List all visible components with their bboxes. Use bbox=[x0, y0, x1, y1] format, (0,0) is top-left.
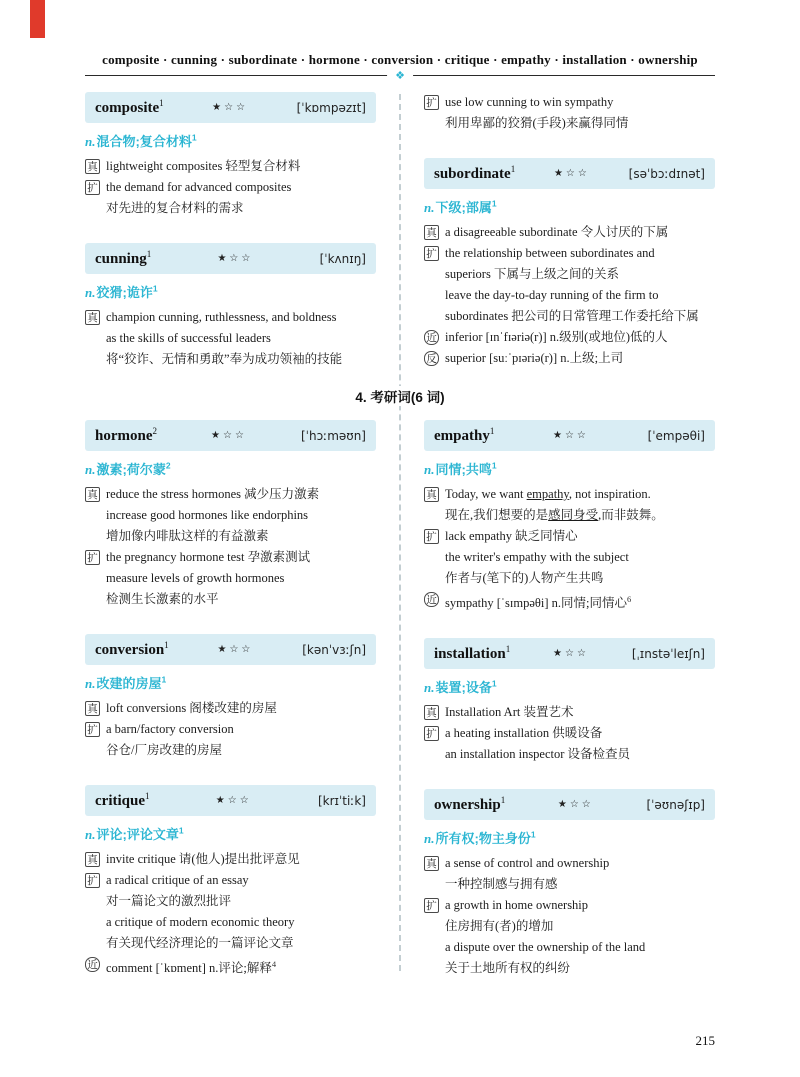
example-text: a critique of modern economic theory bbox=[106, 915, 295, 929]
example-line bbox=[424, 895, 715, 916]
example-line bbox=[424, 348, 715, 369]
example-text: superior [suːˈpɪəriə(r)] n.上级;上司 bbox=[445, 351, 624, 365]
definition-superscript: 1 bbox=[161, 674, 167, 685]
real-exam-tag: 真 bbox=[424, 705, 439, 720]
example-text: 检测生长激素的水平 bbox=[106, 592, 219, 606]
headword-superscript: 1 bbox=[159, 98, 164, 108]
example-text: as the skills of successful leaders bbox=[106, 331, 271, 345]
example-line bbox=[85, 891, 376, 912]
headword-superscript: 2 bbox=[152, 426, 157, 436]
example-text: a growth in home ownership bbox=[445, 898, 589, 913]
star-rating: ★☆☆ bbox=[217, 644, 254, 655]
definition-text: 评论;评论文章 bbox=[96, 827, 179, 842]
real-exam-tag: 真 bbox=[85, 852, 100, 867]
example-line bbox=[424, 92, 715, 113]
example-line bbox=[424, 916, 715, 937]
definition bbox=[424, 677, 715, 696]
left-column bbox=[85, 420, 376, 979]
headword: empathy$^1$ bbox=[434, 426, 495, 444]
part-of-speech: n. bbox=[424, 200, 435, 215]
example-line bbox=[424, 327, 715, 348]
real-exam-tag: 真 bbox=[85, 487, 100, 502]
star-rating: ★☆☆ bbox=[212, 102, 249, 113]
example-text: a dispute over the ownership of the land bbox=[445, 940, 646, 955]
example-line bbox=[424, 113, 715, 134]
example-text: increase good hormones like endorphins bbox=[106, 508, 309, 522]
example-line bbox=[424, 853, 715, 874]
real-exam-tag: 真 bbox=[424, 856, 439, 871]
example-line bbox=[85, 849, 376, 870]
real-exam-tag: 真 bbox=[424, 225, 439, 240]
example-text: Installation Art 装置艺术 bbox=[445, 705, 574, 720]
real-exam-tag: 真 bbox=[424, 487, 439, 502]
star-rating: ★☆☆ bbox=[557, 799, 594, 811]
headword: ownership$^1$ bbox=[434, 795, 506, 814]
headword-bar bbox=[424, 789, 715, 820]
definition-text: 狡猾;诡诈 bbox=[96, 285, 153, 300]
definition-superscript: 1 bbox=[491, 678, 497, 689]
synonym-tag: 近 bbox=[424, 592, 439, 607]
headword: composite$^1$ bbox=[95, 98, 164, 116]
right-column bbox=[424, 92, 715, 370]
page-header bbox=[85, 52, 715, 82]
example-line bbox=[85, 719, 376, 740]
phonetic-transcription: [səˈbɔːdɪnət] bbox=[628, 166, 705, 181]
expansion-tag: 扩 bbox=[424, 95, 439, 110]
definition-text: 下级;部属 bbox=[435, 200, 492, 215]
example-text: leave the day-to-day running of the firm to bbox=[445, 288, 659, 302]
definition-text: 改建的房屋 bbox=[96, 676, 162, 691]
headword: conversion$^1$ bbox=[95, 640, 169, 658]
example-line bbox=[85, 177, 376, 198]
example-line bbox=[424, 526, 715, 547]
expansion-tag: 扩 bbox=[424, 898, 439, 913]
example-text: the pregnancy hormone test 孕激素测试 bbox=[106, 550, 311, 564]
real-exam-tag: 真 bbox=[85, 310, 100, 325]
example-line bbox=[424, 484, 715, 505]
definition-superscript: 1 bbox=[530, 829, 536, 840]
star-rating: ★☆☆ bbox=[553, 430, 589, 441]
example-text: 现在,我们想要的是感同身受,而非鼓舞。 bbox=[445, 508, 664, 522]
header-word-list: composite · cunning · subordinate · hormone · conversion · critique · empathy · installation · ownership bbox=[102, 52, 698, 67]
star-rating: ★☆☆ bbox=[553, 168, 590, 179]
definition bbox=[424, 828, 715, 847]
entry-subordinate bbox=[424, 158, 715, 369]
example-text: loft conversions 阁楼改建的房屋 bbox=[106, 701, 277, 715]
header-ornament-icon: ❖ bbox=[387, 67, 413, 85]
example-line bbox=[424, 547, 715, 568]
antonym-tag: 反 bbox=[424, 351, 439, 366]
example-line bbox=[85, 349, 376, 370]
example-line bbox=[85, 870, 376, 891]
example-line bbox=[424, 264, 715, 285]
example-line bbox=[85, 933, 376, 954]
headword-superscript: 1 bbox=[505, 644, 511, 655]
part-of-speech: n. bbox=[85, 827, 96, 842]
expansion-tag: 扩 bbox=[85, 180, 100, 195]
headword-superscript: 1 bbox=[510, 164, 516, 174]
example-text: an installation inspector 设备检查员 bbox=[445, 747, 631, 762]
headword-bar bbox=[85, 634, 376, 665]
phonetic-transcription: [ˌɪnstəˈleɪʃn] bbox=[631, 646, 705, 661]
expansion-tag: 扩 bbox=[85, 722, 100, 737]
example-line bbox=[85, 307, 376, 328]
part-of-speech: n. bbox=[85, 285, 96, 300]
headword: hormone$^2$ bbox=[95, 426, 157, 444]
definition bbox=[424, 197, 715, 216]
example-line bbox=[424, 958, 715, 979]
headword-superscript: 1 bbox=[164, 640, 169, 650]
definition bbox=[424, 459, 715, 478]
row-bottom bbox=[85, 420, 715, 979]
headword-bar bbox=[85, 92, 376, 123]
page-number: 215 bbox=[695, 1033, 715, 1048]
headword-bar bbox=[424, 638, 715, 669]
headword: critique$^1$ bbox=[95, 791, 150, 809]
headword: installation$^1$ bbox=[434, 644, 511, 663]
part-of-speech: n. bbox=[424, 680, 435, 696]
example-line bbox=[85, 328, 376, 349]
example-text: a barn/factory conversion bbox=[106, 722, 234, 736]
example-text: 有关现代经济理论的一篇评论文章 bbox=[106, 936, 294, 950]
example-text: lightweight composites 轻型复合材料 bbox=[106, 159, 301, 173]
example-line bbox=[424, 568, 715, 589]
definition bbox=[85, 282, 376, 301]
example-text: reduce the stress hormones 减少压力激素 bbox=[106, 487, 320, 501]
example-line bbox=[424, 222, 715, 243]
star-rating: ★☆☆ bbox=[211, 430, 247, 441]
example-line bbox=[85, 484, 376, 505]
left-column bbox=[85, 92, 376, 370]
entry-ownership bbox=[424, 789, 715, 979]
definition-superscript: 2 bbox=[165, 460, 171, 471]
example-line bbox=[424, 285, 715, 306]
example-line bbox=[85, 198, 376, 219]
real-exam-tag: 真 bbox=[85, 701, 100, 716]
example-line bbox=[424, 306, 715, 327]
entry-conversion bbox=[85, 634, 376, 761]
entry-empathy bbox=[424, 420, 715, 614]
example-line bbox=[85, 698, 376, 719]
page-content bbox=[85, 92, 715, 979]
definition-text: 同情;共鸣 bbox=[435, 462, 492, 477]
headword-superscript: 1 bbox=[500, 795, 506, 806]
part-of-speech: n. bbox=[424, 462, 435, 477]
star-rating: ★☆☆ bbox=[217, 253, 254, 264]
example-text: the relationship between subordinates and bbox=[445, 246, 655, 260]
header-rule bbox=[85, 70, 715, 82]
part-of-speech: n. bbox=[85, 676, 96, 691]
entry-hormone bbox=[85, 420, 376, 610]
definition-superscript: 1 bbox=[491, 460, 497, 471]
right-column bbox=[424, 420, 715, 979]
expansion-tag: 扩 bbox=[85, 873, 100, 888]
part-of-speech: n. bbox=[85, 134, 96, 149]
example-line bbox=[85, 589, 376, 610]
example-line bbox=[424, 937, 715, 958]
example-line bbox=[424, 505, 715, 526]
expansion-tag: 扩 bbox=[424, 726, 439, 741]
expansion-tag: 扩 bbox=[424, 529, 439, 544]
star-rating: ★☆☆ bbox=[553, 648, 589, 660]
example-line bbox=[85, 505, 376, 526]
example-line bbox=[85, 547, 376, 568]
entry-installation bbox=[424, 638, 715, 765]
example-text: 作者与(笔下的)人物产生共鸣 bbox=[445, 571, 604, 585]
example-text: sympathy [ˈsɪmpəθi] n.同情;同情心$^6$ bbox=[445, 594, 632, 611]
example-text: 对一篇论文的激烈批评 bbox=[106, 894, 232, 908]
example-text: 一种控制感与拥有感 bbox=[445, 877, 558, 892]
example-line bbox=[85, 156, 376, 177]
example-line bbox=[424, 589, 715, 614]
phonetic-transcription: [ˈhɔːməʊn] bbox=[301, 428, 366, 443]
example-line bbox=[85, 526, 376, 547]
example-text: the demand for advanced composites bbox=[106, 180, 292, 194]
example-text: invite critique 请(他人)提出批评意见 bbox=[106, 852, 300, 866]
expansion-tag: 扩 bbox=[424, 246, 439, 261]
example-text: 住房拥有(者)的增加 bbox=[445, 919, 554, 934]
example-text: subordinates 把公司的日常管理工作委托给下属 bbox=[445, 309, 699, 323]
part-of-speech: n. bbox=[85, 462, 96, 477]
example-line bbox=[85, 568, 376, 589]
example-line bbox=[424, 874, 715, 895]
example-text: a sense of control and ownership bbox=[445, 856, 610, 871]
definition bbox=[85, 459, 376, 478]
definition bbox=[85, 673, 376, 692]
headword-bar bbox=[85, 420, 376, 451]
definition bbox=[85, 824, 376, 843]
phonetic-transcription: [ˈəʊnəʃɪp] bbox=[646, 797, 705, 812]
definition-superscript: 1 bbox=[191, 132, 197, 143]
example-text: Today, we want empathy, not inspiration. bbox=[445, 487, 651, 501]
example-text: 谷仓/厂房改建的房屋 bbox=[106, 743, 222, 757]
entry-critique bbox=[85, 785, 376, 979]
definition-text: 激素;荷尔蒙 bbox=[96, 462, 166, 477]
headword: subordinate$^1$ bbox=[434, 164, 516, 182]
example-text: 利用卑鄙的狡猾(手段)来赢得同情 bbox=[445, 116, 629, 130]
entry-composite bbox=[85, 92, 376, 219]
example-line bbox=[424, 702, 715, 723]
headword-bar bbox=[85, 785, 376, 816]
example-text: superiors 下属与上级之间的关系 bbox=[445, 267, 619, 281]
example-text: champion cunning, ruthlessness, and boldness bbox=[106, 310, 337, 324]
example-line bbox=[424, 723, 715, 744]
headword-bar bbox=[85, 243, 376, 274]
section-divider: 4. 考研词(6 词) bbox=[343, 386, 456, 406]
example-text: use low cunning to win sympathy bbox=[445, 95, 614, 109]
synonym-tag: 近 bbox=[424, 330, 439, 345]
example-line bbox=[424, 744, 715, 765]
example-line bbox=[85, 740, 376, 761]
expansion-tag: 扩 bbox=[85, 550, 100, 565]
phonetic-transcription: [ˈkʌnɪŋ] bbox=[319, 251, 366, 266]
phonetic-transcription: [kənˈvɜːʃn] bbox=[302, 642, 366, 657]
star-rating: ★☆☆ bbox=[215, 795, 252, 806]
entry-cunning bbox=[85, 243, 376, 370]
example-text: a heating installation 供暖设备 bbox=[445, 726, 603, 741]
example-text: inferior [ɪnˈfɪəriə(r)] n.级别(或地位)低的人 bbox=[445, 330, 668, 344]
definition bbox=[85, 131, 376, 150]
example-text: a radical critique of an essay bbox=[106, 873, 249, 887]
definition-superscript: 1 bbox=[491, 198, 497, 209]
example-text: comment [ˈkɒment] n.评论;解释$^4$ bbox=[106, 959, 277, 976]
headword-superscript: 1 bbox=[146, 249, 152, 259]
example-text: lack empathy 缺乏同情心 bbox=[445, 529, 578, 543]
real-exam-tag: 真 bbox=[85, 159, 100, 174]
headword-superscript: 1 bbox=[489, 426, 495, 436]
phonetic-transcription: [ˈempəθi] bbox=[647, 428, 705, 443]
example-line bbox=[85, 912, 376, 933]
definition-superscript: 1 bbox=[152, 283, 158, 294]
example-text: 将“狡诈、无情和勇敢”奉为成功领袖的技能 bbox=[106, 352, 343, 366]
definition-text: 装置;设备 bbox=[435, 680, 492, 696]
headword-bar bbox=[424, 158, 715, 189]
example-text: measure levels of growth hormones bbox=[106, 571, 285, 585]
example-text: 对先进的复合材料的需求 bbox=[106, 201, 244, 215]
headword: cunning$^1$ bbox=[95, 249, 152, 267]
entry-continuation bbox=[424, 92, 715, 134]
synonym-tag: 近 bbox=[85, 957, 100, 972]
example-text: 增加像内啡肽这样的有益激素 bbox=[106, 529, 269, 543]
phonetic-transcription: [krɪˈtiːk] bbox=[317, 793, 366, 808]
example-line bbox=[85, 954, 376, 979]
definition-superscript: 1 bbox=[178, 825, 184, 836]
phonetic-transcription: [ˈkɒmpəzɪt] bbox=[296, 100, 366, 115]
definition-text: 所有权;物主身份 bbox=[435, 831, 531, 847]
part-of-speech: n. bbox=[424, 831, 435, 847]
headword-bar bbox=[424, 420, 715, 451]
example-line bbox=[424, 243, 715, 264]
example-text: 关于土地所有权的纠纷 bbox=[445, 961, 571, 976]
bookmark-tab bbox=[30, 0, 45, 38]
example-text: the writer's empathy with the subject bbox=[445, 550, 629, 564]
example-text: a disagreeable subordinate 令人讨厌的下属 bbox=[445, 225, 669, 239]
row-top bbox=[85, 92, 715, 370]
headword-superscript: 1 bbox=[145, 791, 150, 801]
definition-text: 混合物;复合材料 bbox=[96, 134, 192, 149]
